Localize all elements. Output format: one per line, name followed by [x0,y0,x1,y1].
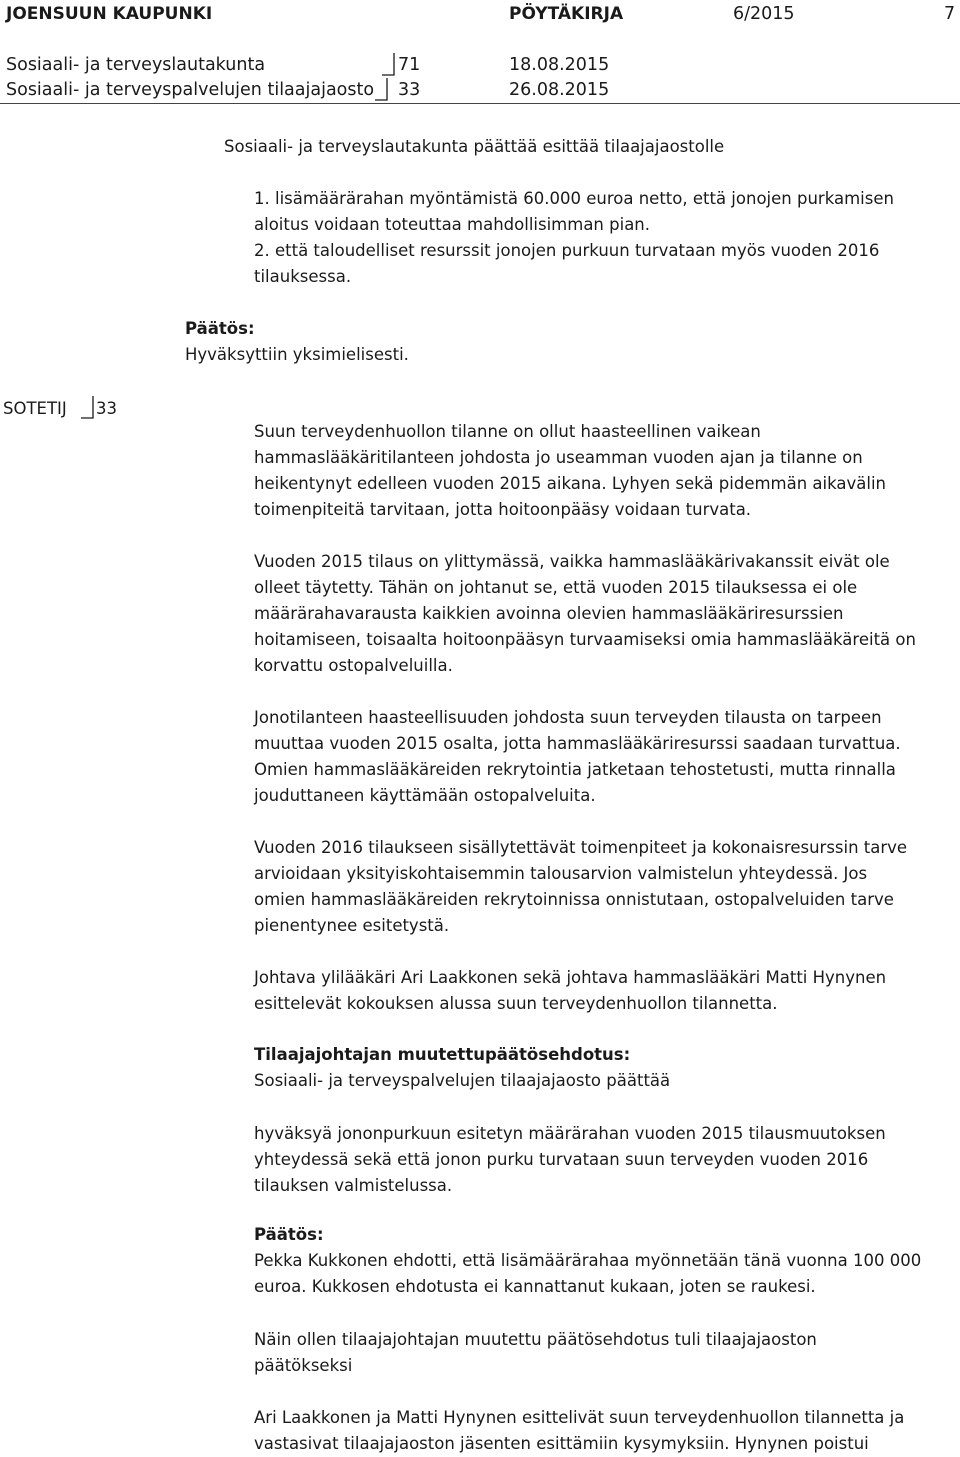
meta-section: 71 [398,55,421,75]
proposal-body [254,1121,886,1199]
meta-date: 18.08.2015 [509,55,610,75]
organization-name: JOENSUUN KAUPUNKI [6,4,213,24]
meta-body: Sosiaali- ja terveyslautakunta [6,55,266,75]
list-item-line: aloitus voidaan toteuttaa mahdollisimman pian. [254,215,651,234]
body-line: Vuoden 2015 tilaus on ylittymässä, vaikka hammaslääkärivakanssit eivät ole [254,552,890,571]
list-item [254,186,894,238]
body-paragraph [254,835,907,939]
section-sign-icon [381,53,395,77]
list-item-line: 1. lisämäärärahan myöntämistä 60.000 euroa netto, että jonojen purkamisen [254,189,894,208]
body-paragraph [254,965,886,1017]
body-line: hammaslääkäritilanteen johdosta jo useamman vuoden ajan ja tilanne on [254,448,863,467]
body-line: muuttaa vuoden 2015 osalta, jotta hammaslääkäriresurssi saadaan turvattua. [254,734,901,753]
document-type: PÖYTÄKIRJA [509,4,624,24]
meta-date: 26.08.2015 [509,80,610,100]
closing-paragraph [254,1327,817,1379]
section-number: 33 [96,399,117,418]
body-paragraph [254,419,886,523]
section-reference [3,396,67,422]
closing-line: päätökseksi [254,1356,353,1375]
body-line: hoitamiseen, toisaalta hoitoonpääsyn turvaamiseksi omia hammaslääkäreitä on [254,630,916,649]
section-sign-icon [374,78,388,102]
proposal-body-line: tilauksen valmistelussa. [254,1176,453,1195]
decision-text: Pekka Kukkonen ehdotti, että lisämäärärahaa myönnetään tänä vuonna 100 000 [254,1251,922,1270]
decision-label: Päätös: [185,319,255,338]
proposal-label: Tilaajajohtajan muutettupäätösehdotus: [254,1045,631,1064]
list-item [254,238,879,290]
body-line: omien hammaslääkäreiden rekrytoinnissa onnistutaan, ostopalveluiden tarve [254,890,894,909]
meta-section: 33 [398,80,421,100]
body-line: korvattu ostopalveluilla. [254,656,453,675]
body-line: Suun terveydenhuollon tilanne on ollut haasteellinen vaikean [254,422,761,441]
header-divider [0,103,960,104]
proposal-line: Sosiaali- ja terveyspalvelujen tilaajajaosto päättää [254,1071,671,1090]
closing-line: Näin ollen tilaajajohtajan muutettu päätösehdotus tuli tilaajajaoston [254,1330,817,1349]
body-line: olleet täytetty. Tähän on johtanut se, että vuoden 2015 tilauksessa ei ole [254,578,858,597]
decision-text: Hyväksyttiin yksimielisesti. [185,345,409,364]
decision-block [185,316,409,368]
body-line: esittelevät kokouksen alussa suun terveydenhuollon tilannetta. [254,994,778,1013]
section-prefix: SOTETIJ [3,399,67,418]
body-line: toimenpiteitä tarvitaan, jotta hoitoonpääsy voidaan turvata. [254,500,752,519]
body-line: arvioidaan yksityiskohtaisemmin talousarvion valmistelun yhteydessä. Jos [254,864,868,883]
body-line: Omien hammaslääkäreiden rekrytointia jatketaan tehostetusti, mutta rinnalla [254,760,896,779]
body-paragraph [254,705,901,809]
section-sign-icon [80,396,94,420]
closing-line: Ari Laakkonen ja Matti Hynynen esittelivät suun terveydenhuollon tilannetta ja [254,1408,905,1427]
decision-block [254,1222,921,1300]
proposal-body-line: yhteydessä sekä että jonon purku turvataan suun terveyden vuoden 2016 [254,1150,869,1169]
meta-body: Sosiaali- ja terveyspalvelujen tilaajajaosto [6,80,375,100]
body-line: Johtava ylilääkäri Ari Laakkonen sekä johtava hammaslääkäri Matti Hynynen [254,968,887,987]
proposal-block [254,1042,670,1094]
decision-label: Päätös: [254,1225,324,1244]
proposal-body-line: hyväksyä jononpurkuun esitetyn määrärahan vuoden 2015 tilausmuutoksen [254,1124,886,1143]
decision-text: euroa. Kukkosen ehdotusta ei kannattanut kukaan, joten se raukesi. [254,1277,816,1296]
closing-paragraph [254,1405,904,1457]
list-item-line: tilauksessa. [254,267,352,286]
body-line: määrärahavarausta kaikkien avoinna olevien hammaslääkäriresurssien [254,604,844,623]
body-line: Jonotilanteen haasteellisuuden johdosta suun terveyden tilausta on tarpeen [254,708,882,727]
document-number: 6/2015 [733,4,795,24]
closing-line: vastasivat tilaajajaoston jäsenten esittämiin kysymyksiin. Hynynen poistui [254,1434,869,1453]
page-number: 7 [944,4,956,24]
intro-text: Sosiaali- ja terveyslautakunta päättää esittää tilaajajaostolle [224,137,725,156]
body-line: pienentynee esitetystä. [254,916,450,935]
body-paragraph [254,549,916,679]
list-item-line: 2. että taloudelliset resurssit jonojen purkuun turvataan myös vuoden 2016 [254,241,880,260]
body-line: jouduttaneen käyttämään ostopalveluita. [254,786,596,805]
body-line: Vuoden 2016 tilaukseen sisällytettävät toimenpiteet ja kokonaisresurssin tarve [254,838,908,857]
body-line: heikentynyt edelleen vuoden 2015 aikana. Lyhyen sekä pidemmän aikavälin [254,474,887,493]
